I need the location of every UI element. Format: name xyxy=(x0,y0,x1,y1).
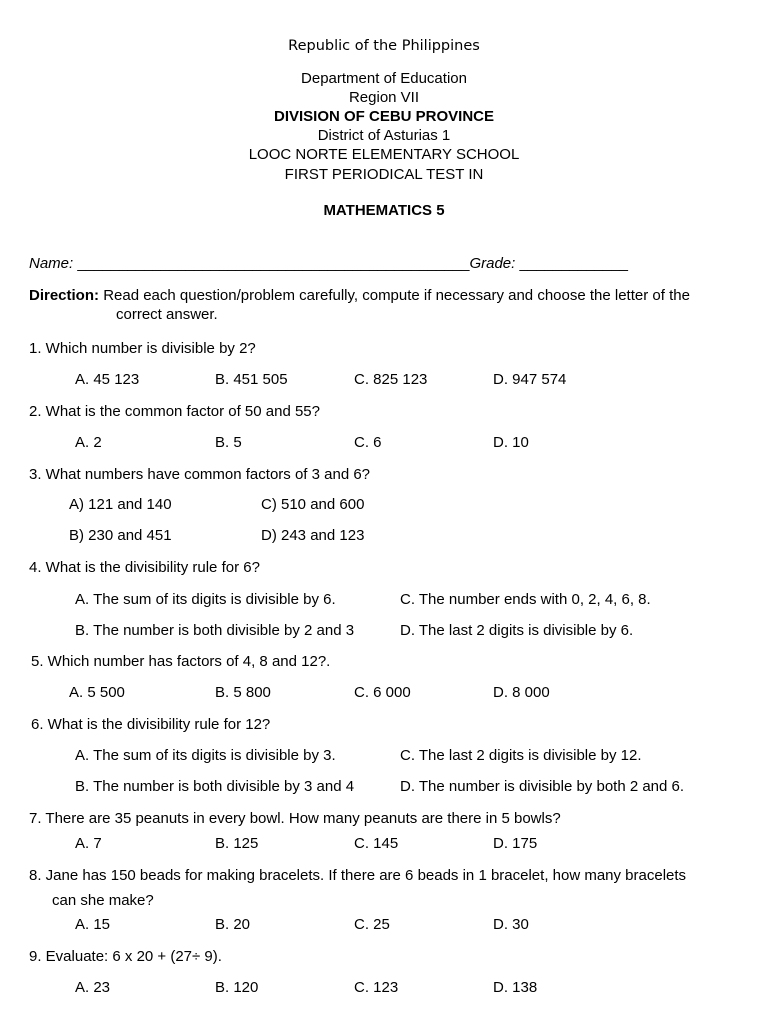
district-line: District of Asturias 1 xyxy=(317,127,451,144)
grade-line: _____________ xyxy=(519,255,628,272)
q5-option-d[interactable]: D. 8 000 xyxy=(493,684,550,701)
q9-option-d[interactable]: D. 138 xyxy=(493,979,538,996)
q7-option-d[interactable]: D. 175 xyxy=(493,835,538,852)
question-8-cont: can she make? xyxy=(52,892,154,909)
subject-title: MATHEMATICS 5 xyxy=(323,202,445,219)
q4-option-c[interactable]: C. The number ends with 0, 2, 4, 6, 8. xyxy=(400,591,651,608)
region-line: Region VII xyxy=(348,89,420,106)
q1-option-d[interactable]: D. 947 574 xyxy=(493,371,567,388)
grade-label: Grade: xyxy=(469,255,516,272)
q3-option-b[interactable]: B) 230 and 451 xyxy=(69,527,172,544)
q8-option-d[interactable]: D. 30 xyxy=(493,916,529,933)
question-5: 5. Which number has factors of 4, 8 and 12?. xyxy=(31,653,331,670)
q7-option-b[interactable]: B. 125 xyxy=(215,835,259,852)
question-9: 9. Evaluate: 6 x 20 + (27÷ 9). xyxy=(29,948,222,965)
q1-option-b[interactable]: B. 451 505 xyxy=(215,371,288,388)
question-8: 8. Jane has 150 beads for making bracelets. If there are 6 beads in 1 bracelet, how many bracelets xyxy=(29,867,687,884)
name-field[interactable] xyxy=(29,255,628,272)
q5-option-c[interactable]: C. 6 000 xyxy=(354,684,411,701)
question-3: 3. What numbers have common factors of 3 and 6? xyxy=(29,466,371,483)
question-1: 1. Which number is divisible by 2? xyxy=(29,340,256,357)
question-4: 4. What is the divisibility rule for 6? xyxy=(29,559,260,576)
test-line: FIRST PERIODICAL TEST IN xyxy=(284,166,484,183)
q2-option-a[interactable]: A. 2 xyxy=(75,434,102,451)
q8-option-b[interactable]: B. 20 xyxy=(215,916,251,933)
q4-option-a[interactable]: A. The sum of its digits is divisible by 6. xyxy=(75,591,336,608)
direction-text-2: correct answer. xyxy=(116,306,218,323)
q6-option-d[interactable]: D. The number is divisible by both 2 and 6. xyxy=(400,778,685,795)
q8-option-c[interactable]: C. 25 xyxy=(354,916,390,933)
q6-option-a[interactable]: A. The sum of its digits is divisible by 3. xyxy=(75,747,336,764)
q2-option-c[interactable]: C. 6 xyxy=(354,434,382,451)
q5-option-b[interactable]: B. 5 800 xyxy=(215,684,271,701)
division-line: DIVISION OF CEBU PROVINCE xyxy=(273,108,495,125)
question-6: 6. What is the divisibility rule for 12? xyxy=(31,716,271,733)
republic-line: Republic of the Philippines xyxy=(288,38,480,54)
q4-option-b[interactable]: B. The number is both divisible by 2 and 3 xyxy=(75,622,355,639)
q1-option-c[interactable]: C. 825 123 xyxy=(354,371,428,388)
name-line: _______________________________________________ xyxy=(77,255,470,272)
q9-option-b[interactable]: B. 120 xyxy=(215,979,259,996)
direction-label: Direction: xyxy=(29,287,100,304)
q4-option-d[interactable]: D. The last 2 digits is divisible by 6. xyxy=(400,622,634,639)
school-line: LOOC NORTE ELEMENTARY SCHOOL xyxy=(248,146,520,163)
q7-option-a[interactable]: A. 7 xyxy=(75,835,102,852)
department-line: Department of Education xyxy=(301,70,467,87)
q9-option-c[interactable]: C. 123 xyxy=(354,979,399,996)
q3-option-c[interactable]: C) 510 and 600 xyxy=(261,496,365,513)
question-7: 7. There are 35 peanuts in every bowl. How many peanuts are there in 5 bowls? xyxy=(29,810,561,827)
name-label: Name: xyxy=(29,255,74,272)
q7-option-c[interactable]: C. 145 xyxy=(354,835,399,852)
q6-option-b[interactable]: B. The number is both divisible by 3 and 4 xyxy=(75,778,355,795)
q3-option-d[interactable]: D) 243 and 123 xyxy=(261,527,365,544)
q2-option-d[interactable]: D. 10 xyxy=(493,434,529,451)
q8-option-a[interactable]: A. 15 xyxy=(75,916,111,933)
direction-line-1 xyxy=(29,287,690,304)
q2-option-b[interactable]: B. 5 xyxy=(215,434,242,451)
q3-option-a[interactable]: A) 121 and 140 xyxy=(69,496,172,513)
q1-option-a[interactable]: A. 45 123 xyxy=(75,371,140,388)
q9-option-a[interactable]: A. 23 xyxy=(75,979,111,996)
question-2: 2. What is the common factor of 50 and 55? xyxy=(29,403,320,420)
q5-option-a[interactable]: A. 5 500 xyxy=(69,684,125,701)
direction-text-1: Read each question/problem carefully, compute if necessary and choose the letter of the xyxy=(103,287,690,304)
q6-option-c[interactable]: C. The last 2 digits is divisible by 12. xyxy=(400,747,642,764)
